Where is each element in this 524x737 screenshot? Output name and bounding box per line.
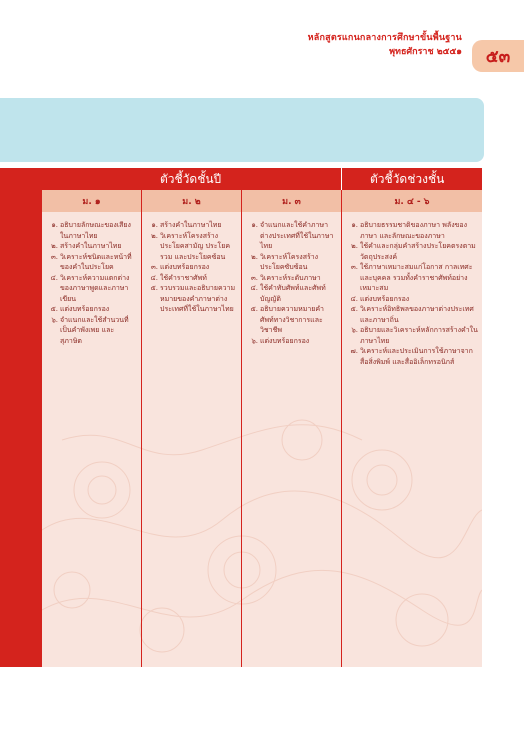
list-item [344,304,478,325]
item-number: ๑. [351,221,358,229]
list-item [344,294,478,305]
item-text: สร้างคำในภาษาไทย [160,221,222,229]
item-text: แต่งบทร้อยกรอง [60,305,110,313]
top-banner [0,98,484,162]
column-divider [141,190,142,667]
list-item [344,241,478,262]
list-item [44,252,136,273]
list-item [144,262,236,273]
item-number: ๓. [350,263,358,271]
item-text: ใช้ภาษาเหมาะสมแก่โอกาส กาลเทศะ และบุคคล รวมทั้งคำราชาศัพท์อย่างเหมาะสม [360,263,473,292]
list-item [144,220,236,231]
item-text: วิเคราะห์อิทธิพลของภาษาต่างประเทศและภาษาถิ่น [360,305,474,324]
item-number: ๕. [50,305,58,313]
item-number: ๑. [251,221,258,229]
indicator-list-m4-6 [344,220,478,367]
item-number: ๖. [251,336,258,345]
list-item [244,283,336,304]
item-number: ๒. [51,242,58,250]
item-text: รวบรวมและอธิบายความหมายของคำภาษาต่างประเทศที่ใช้ในภาษาไทย [160,284,236,313]
item-text: ใช้คำทับศัพท์และศัพท์บัญญัติ [260,284,326,303]
item-text: จำแนกและใช้สำนวนที่เป็นคำพังเพย และสุภาษิต [60,315,129,345]
item-text: แต่งบทร้อยกรอง [260,336,310,345]
list-item [344,262,478,294]
item-number: ๒. [151,231,158,240]
grade-indicator-heading: ตัวชี้วัดชั้นปี [160,172,222,186]
list-item [44,273,136,305]
item-text: ใช้คำราชาศัพท์ [160,273,207,282]
indicator-list-m3 [244,220,336,346]
list-item [244,336,336,347]
item-text: จำแนกและใช้คำภาษาต่างประเทศที่ใช้ในภาษาไทย [260,221,334,250]
indicator-list-m1 [44,220,136,346]
item-number: ๓. [250,273,258,282]
list-item [44,220,136,241]
item-number: ๕. [350,305,358,313]
left-red-strip [0,190,42,667]
range-indicator-heading: ตัวชี้วัดช่วงชั้น [370,172,445,186]
header-title: หลักสูตรแกนกลางการศึกษาขั้นพื้นฐาน [307,33,462,43]
column-divider [341,190,342,667]
header-subtitle: พุทธศักราช ๒๕๕๑ [389,47,462,57]
list-item [244,304,336,336]
indicator-table [42,190,482,667]
item-text: ใช้คำและกลุ่มคำสร้างประโยคตรงตามวัตถุประสงค์ [360,242,476,261]
list-item [44,315,136,347]
item-number: ๖. [51,315,58,324]
item-text: วิเคราะห์โครงสร้างประโยคซับซ้อน [260,252,319,271]
band-divider [341,168,342,190]
item-number: ๔. [150,273,158,282]
item-number: ๒. [251,252,258,261]
column-heading-m3: ม. ๓ [242,190,341,212]
item-number: ๖. [351,326,358,334]
item-text: แต่งบทร้อยกรอง [360,294,410,303]
item-text: อธิบายความหมายคำศัพท์ทางวิชาการและวิชาชีพ [260,305,324,334]
list-item [344,220,478,241]
page-number-tab [472,40,524,72]
item-number: ๔. [50,273,58,282]
list-item [344,325,478,346]
item-number: ๕. [250,305,258,313]
item-number: ๔. [350,294,358,303]
item-text: อธิบายและวิเคราะห์หลักการสร้างคำในภาษาไทย [360,326,478,345]
item-number: ๒. [351,242,358,250]
item-text: วิเคราะห์ระดับภาษา [260,273,321,282]
item-number: ๓. [150,263,158,271]
item-text: วิเคราะห์โครงสร้างประโยคสามัญ ประโยครวม และประโยคซ้อน [160,231,231,261]
item-text: อธิบายธรรมชาติของภาษา พลังของภาษา และลักษณะของภาษา [360,221,468,240]
item-number: ๑. [51,221,58,229]
item-number: ๔. [250,284,258,292]
column-heading-m2: ม. ๒ [142,190,241,212]
item-text: วิเคราะห์ชนิดและหน้าที่ของคำในประโยค [60,252,132,271]
list-item [244,273,336,284]
indicator-list-m2 [144,220,236,315]
column-heading-m4-6: ม. ๔ - ๖ [342,190,482,212]
item-text: วิเคราะห์ความแตกต่างของภาษาพูดและภาษาเขียน [60,273,130,303]
list-item [144,283,236,315]
column-divider [241,190,242,667]
list-item [244,220,336,252]
item-text: อธิบายลักษณะของเสียงในภาษาไทย [60,221,131,240]
item-number: ๕. [150,284,158,292]
page-number: ๕๓ [485,46,511,67]
item-number: ๗. [350,347,358,355]
column-heading-m1: ม. ๑ [42,190,141,212]
list-item [344,346,478,367]
list-item [144,231,236,263]
list-item [244,252,336,273]
item-text: แต่งบทร้อยกรอง [160,263,210,271]
item-text: สร้างคำในภาษาไทย [60,242,122,250]
list-item [144,273,236,284]
item-text: วิเคราะห์และประเมินการใช้ภาษาจากสื่อสิ่งพิมพ์ และสื่ออิเล็กทรอนิกส์ [360,347,473,366]
list-item [44,241,136,252]
item-number: ๑. [151,221,158,229]
item-number: ๓. [50,252,58,261]
list-item [44,304,136,315]
